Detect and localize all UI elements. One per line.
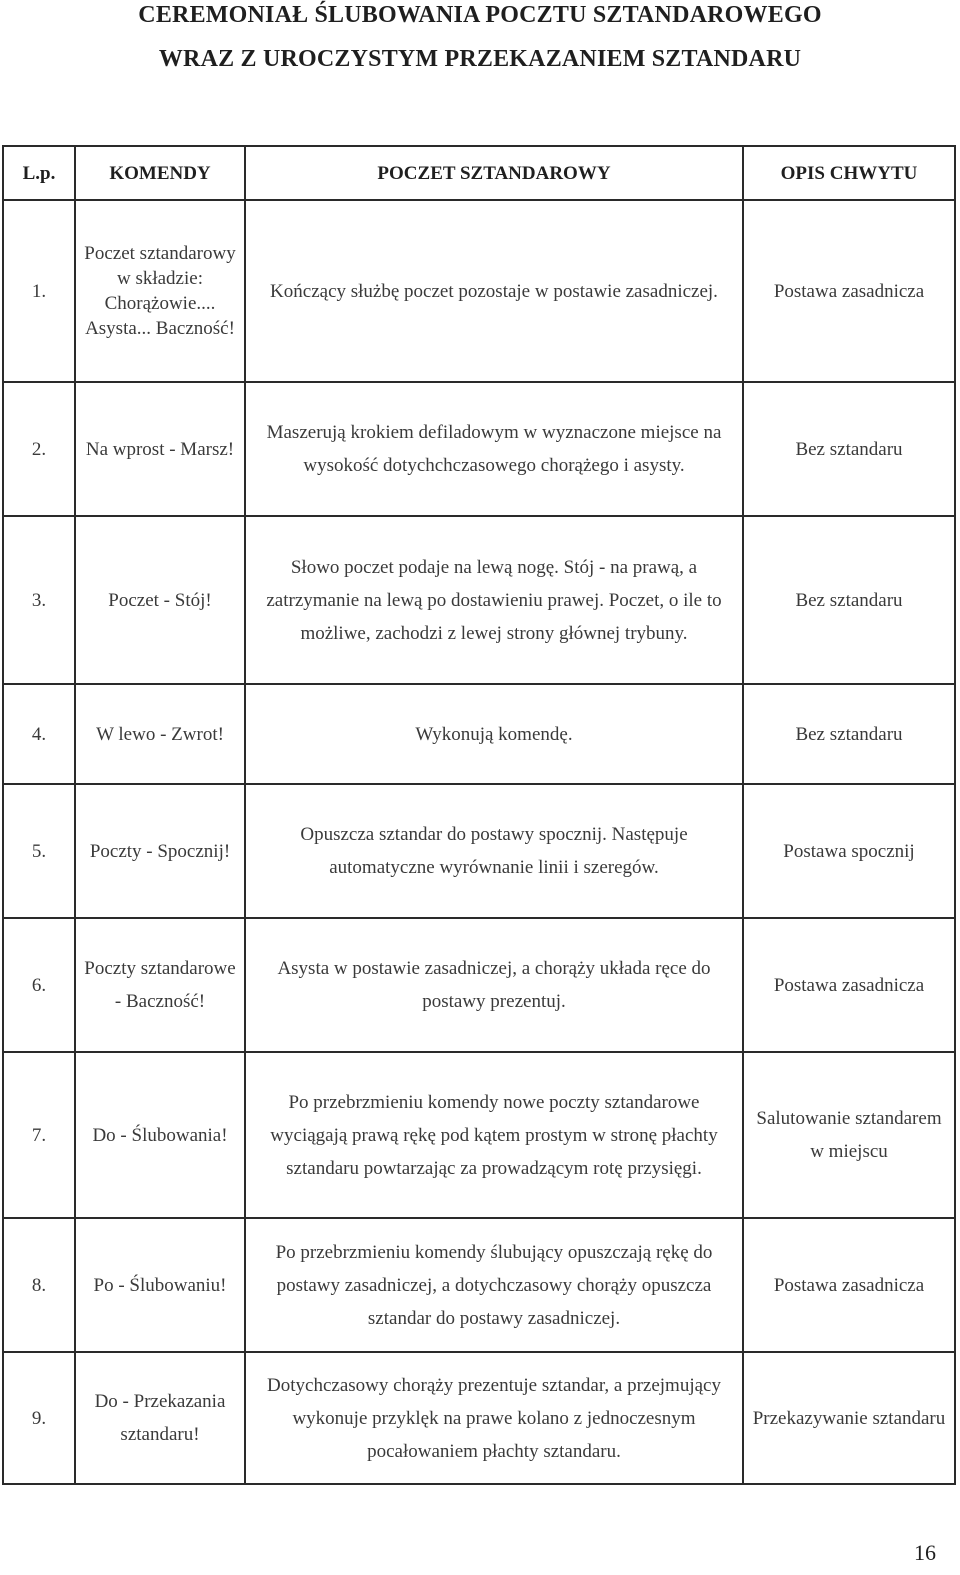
- row-grip: Postawa zasadnicza: [743, 1218, 955, 1352]
- table-row: [3, 1052, 955, 1218]
- row-number: 9.: [3, 1352, 75, 1484]
- row-command: Na wprost - Marsz!: [75, 382, 245, 516]
- table-row: [3, 1352, 955, 1484]
- row-description: Po przebrzmieniu komendy ślubujący opuszczają rękę do postawy zasadniczej, a dotychczasowy chorąży opuszcza sztandar do postawy zasadniczej.: [245, 1218, 743, 1352]
- row-grip: Przekazywanie sztandaru: [743, 1352, 955, 1484]
- row-command: Poczty sztandarowe - Baczność!: [75, 918, 245, 1052]
- table-row: [3, 382, 955, 516]
- row-number: 3.: [3, 516, 75, 684]
- row-command: Do - Ślubowania!: [75, 1052, 245, 1218]
- table-row: [3, 516, 955, 684]
- row-grip: Postawa spocznij: [743, 784, 955, 918]
- row-grip: Bez sztandaru: [743, 382, 955, 516]
- header-lp: L.p.: [3, 146, 75, 200]
- header-color-guard: POCZET SZTANDAROWY: [245, 146, 743, 200]
- row-number: 8.: [3, 1218, 75, 1352]
- row-description: Asysta w postawie zasadniczej, a chorąży układa ręce do postawy prezentuj.: [245, 918, 743, 1052]
- ceremony-table: [2, 145, 956, 1485]
- row-command: Do - Przekazania sztandaru!: [75, 1352, 245, 1484]
- row-number: 2.: [3, 382, 75, 516]
- row-number: 7.: [3, 1052, 75, 1218]
- row-description: Maszerują krokiem defiladowym w wyznaczone miejsce na wysokość dotychchczasowego chorążego i asysty.: [245, 382, 743, 516]
- row-description: Po przebrzmieniu komendy nowe poczty sztandarowe wyciągają prawą rękę pod kątem prostym w stronę płachty sztandaru powtarzając za prowadzącym rotę przysięgi.: [245, 1052, 743, 1218]
- row-description: Kończący służbę poczet pozostaje w postawie zasadniczej.: [245, 200, 743, 382]
- row-description: Wykonują komendę.: [245, 684, 743, 784]
- row-number: 5.: [3, 784, 75, 918]
- row-command: Poczet - Stój!: [75, 516, 245, 684]
- row-grip: Bez sztandaru: [743, 684, 955, 784]
- row-description: Słowo poczet podaje na lewą nogę. Stój - na prawą, a zatrzymanie na lewą po dostawieniu prawej. Poczet, o ile to możliwe, zachodzi z lewej strony głównej trybuny.: [245, 516, 743, 684]
- row-command: Poczet sztandarowy w składzie: Chorążowie.... Asysta... Baczność!: [75, 200, 245, 382]
- table-header-row: [3, 146, 955, 200]
- page-number: 16: [914, 1540, 936, 1565]
- row-number: 4.: [3, 684, 75, 784]
- table-row: [3, 200, 955, 382]
- row-grip: Bez sztandaru: [743, 516, 955, 684]
- table-row: [3, 1218, 955, 1352]
- row-command: W lewo - Zwrot!: [75, 684, 245, 784]
- row-command: Poczty - Spocznij!: [75, 784, 245, 918]
- header-grip: OPIS CHWYTU: [743, 146, 955, 200]
- row-grip: Salutowanie sztandarem w miejscu: [743, 1052, 955, 1218]
- document-title-line-2: WRAZ Z UROCZYSTYM PRZEKAZANIEM SZTANDARU: [158, 46, 802, 72]
- row-description: Opuszcza sztandar do postawy spocznij. Następuje automatyczne wyrównanie linii i szeregów.: [245, 784, 743, 918]
- table-row: [3, 918, 955, 1052]
- document-title-line-1: CEREMONIAŁ ŚLUBOWANIA POCZTU SZTANDAROWEGO: [138, 2, 822, 28]
- header-commands: KOMENDY: [75, 146, 245, 200]
- row-grip: Postawa zasadnicza: [743, 918, 955, 1052]
- row-number: 6.: [3, 918, 75, 1052]
- row-number: 1.: [3, 200, 75, 382]
- row-command: Po - Ślubowaniu!: [75, 1218, 245, 1352]
- row-description: Dotychczasowy chorąży prezentuje sztandar, a przejmujący wykonuje przyklęk na prawe kolano z jednoczesnym pocałowaniem płachty sztandaru.: [245, 1352, 743, 1484]
- table-row: [3, 784, 955, 918]
- row-grip: Postawa zasadnicza: [743, 200, 955, 382]
- table-row: [3, 684, 955, 784]
